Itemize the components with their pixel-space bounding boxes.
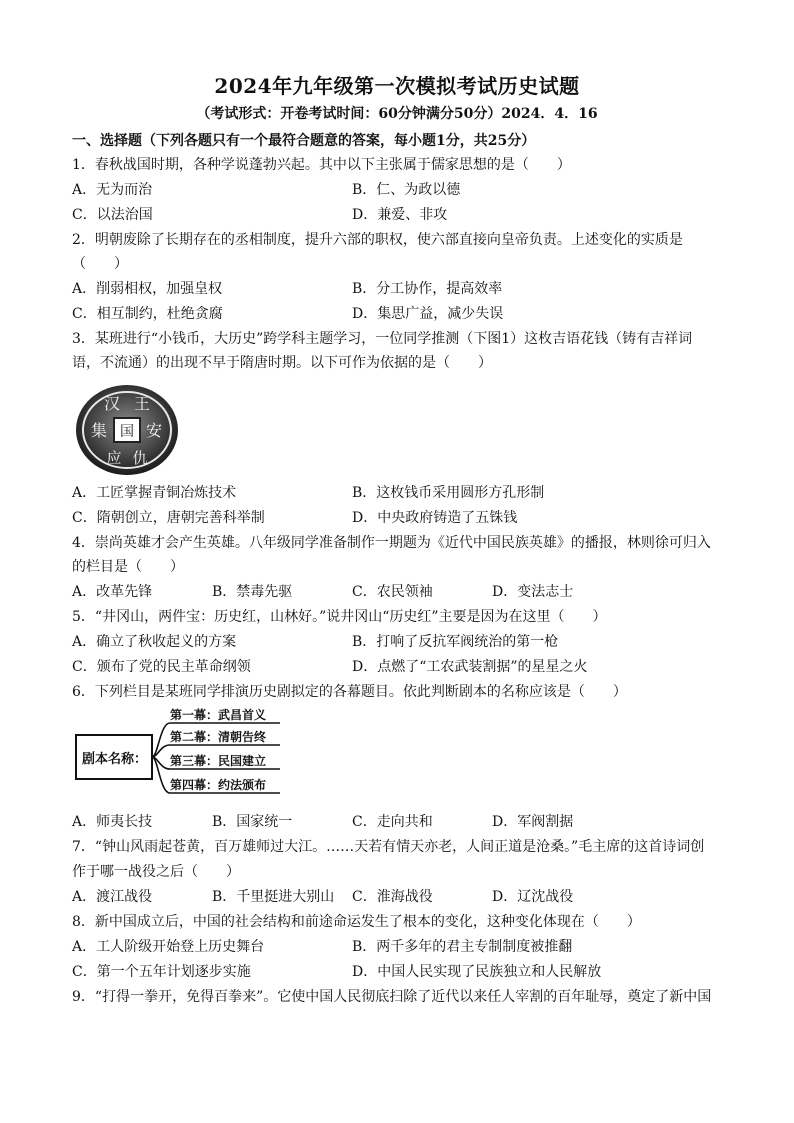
- q4-option-a[interactable]: A．改革先锋: [72, 584, 153, 600]
- question-6-stem: 6．下列栏目是某班同学排演历史剧拟定的各幕题目。依此判断剧本的名称应该是（ ）: [72, 684, 627, 700]
- q5-option-d[interactable]: D．点燃了“工农武装割据”的星星之火: [352, 659, 588, 675]
- question-2-stem: 2．明朝废除了长期存在的丞相制度，提升六部的职权，使六部直接向皇帝负责。上述变化的实质是: [72, 232, 683, 248]
- q4-option-d[interactable]: D．变法志士: [492, 584, 574, 600]
- q7-option-a[interactable]: A．渡江战役: [72, 889, 153, 905]
- q8-option-d[interactable]: D．中国人民实现了民族独立和人民解放: [352, 964, 602, 980]
- question-7-stem-cont: 作于哪一战役之后（ ）: [72, 864, 240, 880]
- q2-option-a[interactable]: A．削弱相权，加强皇权: [72, 281, 223, 297]
- q8-option-c[interactable]: C．第一个五年计划逐步实施: [72, 964, 251, 980]
- question-2-stem-cont: （ ）: [72, 256, 128, 272]
- coin-char-top-right: 王: [133, 394, 151, 413]
- q2-option-d[interactable]: D．集思广益，减少失误: [352, 306, 504, 322]
- question-7-stem: 7．“钟山风雨起苍黄，百万雄师过大江。……天若有情天亦老，人间正道是沧桑。”毛主席的这首诗词创: [72, 839, 705, 855]
- q5-option-c[interactable]: C．颁布了党的民主革命纲领: [72, 659, 251, 675]
- q5-option-b[interactable]: B．打响了反抗军阀统治的第一枪: [352, 634, 559, 650]
- q7-option-d[interactable]: D．辽沈战役: [492, 889, 574, 905]
- question-3-stem: 3．某班进行“小钱币，大历史”跨学科主题学习，一位同学推测（下图1）这枚吉语花钱（铸有吉祥词: [72, 331, 693, 347]
- question-4-stem: 4．崇尚英雄才会产生英雄。八年级同学准备制作一期题为《近代中国民族英雄》的播报，林则徐可归入: [72, 535, 711, 551]
- q1-option-a[interactable]: A．无为而治: [72, 182, 153, 198]
- exam-info: （考试形式：开卷考试时间：60分钟满分50分）2024．4．16: [196, 106, 598, 122]
- coin-char-center: 国: [120, 424, 134, 440]
- q8-option-a[interactable]: A．工人阶级开始登上历史舞台: [72, 939, 265, 955]
- q1-option-b[interactable]: B．仁、为政以德: [352, 182, 461, 198]
- q7-option-b[interactable]: B．千里挺进大别山: [212, 889, 335, 905]
- question-4-stem-cont: 的栏目是（ ）: [72, 559, 184, 575]
- q8-option-b[interactable]: B．两千多年的君主专制制度被推翻: [352, 939, 573, 955]
- coin-figure: [74, 383, 180, 477]
- coin-char-bottom-left: 应: [106, 449, 122, 467]
- question-5-stem: 5．“井冈山，两件宝：历史红，山林好。”说井冈山“历史红”主要是因为在这里（ ）: [72, 609, 607, 625]
- question-3-stem-cont: 语，不流通）的出现不早于隋唐时期。以下可作为依据的是（ ）: [72, 355, 492, 371]
- q1-option-c[interactable]: C．以法治国: [72, 207, 153, 223]
- page-title: 2024年九年级第一次模拟考试历史试题: [214, 74, 580, 98]
- q3-option-b[interactable]: B．这枚钱币采用圆形方孔形制: [352, 485, 545, 501]
- q4-option-c[interactable]: C．农民领袖: [352, 584, 433, 600]
- q6-option-c[interactable]: C．走向共和: [352, 814, 433, 830]
- scheme-act-2: 第二幕：清朝告终: [170, 730, 267, 744]
- play-scheme-figure: [74, 707, 284, 807]
- q6-option-a[interactable]: A．师夷长技: [72, 814, 153, 830]
- scheme-act-3: 第三幕：民国建立: [170, 754, 267, 768]
- q5-option-a[interactable]: A．确立了秋收起义的方案: [72, 634, 237, 650]
- q1-option-d[interactable]: D．兼爱、非攻: [352, 207, 448, 223]
- question-9-stem: 9．“打得一拳开，免得百拳来”。它使中国人民彻底扫除了近代以来任人宰割的百年耻辱，奠定了新中国: [72, 989, 712, 1005]
- scheme-act-4: 第四幕：约法颁布: [170, 778, 267, 792]
- scheme-label: 剧本名称：: [82, 752, 148, 767]
- q3-option-d[interactable]: D．中央政府铸造了五铢钱: [352, 510, 518, 526]
- q2-option-b[interactable]: B．分工协作，提高效率: [352, 281, 503, 297]
- q7-option-c[interactable]: C．淮海战役: [352, 889, 433, 905]
- coin-char-bottom-right: 仇: [132, 449, 148, 467]
- q6-option-b[interactable]: B．国家统一: [212, 814, 293, 830]
- q4-option-b[interactable]: B．禁毒先驱: [212, 584, 293, 600]
- question-8-stem: 8．新中国成立后，中国的社会结构和前途命运发生了根本的变化，这种变化体现在（ ）: [72, 914, 641, 930]
- coin-char-right: 安: [145, 421, 163, 440]
- coin-char-top-left: 汉: [103, 394, 121, 413]
- q3-option-c[interactable]: C．隋朝创立，唐朝完善科举制: [72, 510, 265, 526]
- coin-char-left: 集: [90, 421, 108, 440]
- q2-option-c[interactable]: C．相互制约，杜绝贪腐: [72, 306, 223, 322]
- q6-option-d[interactable]: D．军阀割据: [492, 814, 574, 830]
- scheme-act-1: 第一幕：武昌首义: [170, 708, 267, 722]
- section-heading: 一、选择题（下列各题只有一个最符合题意的答案，每小题1分，共25分）: [72, 133, 536, 149]
- question-1-stem: 1．春秋战国时期，各种学说蓬勃兴起。其中以下主张属于儒家思想的是（ ）: [72, 157, 571, 173]
- q3-option-a[interactable]: A．工匠掌握青铜冶炼技术: [72, 485, 237, 501]
